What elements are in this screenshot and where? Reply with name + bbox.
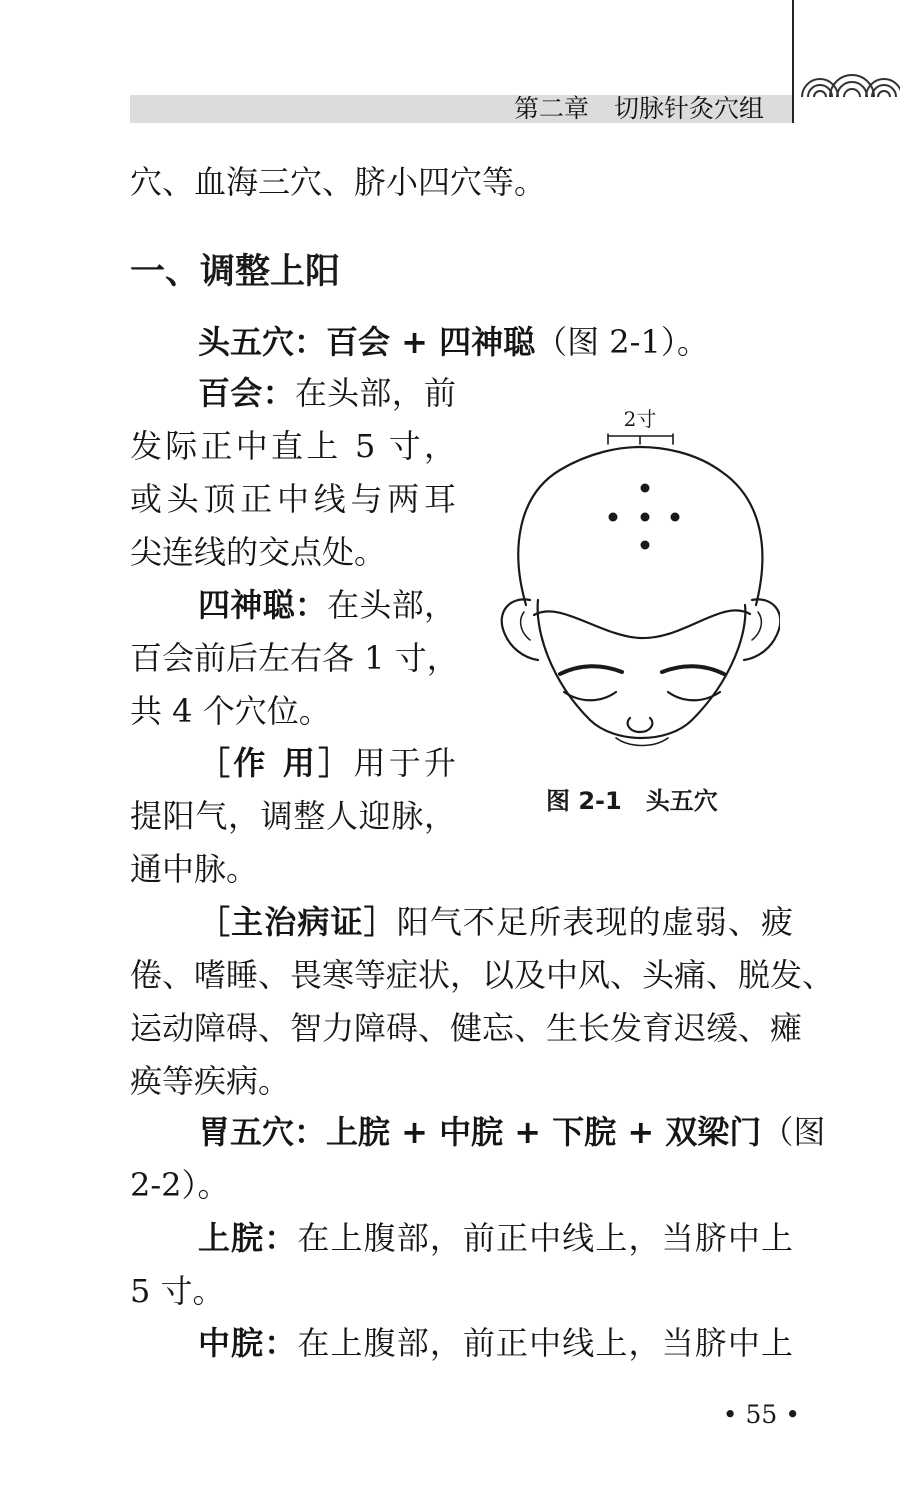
head-figure bbox=[490, 400, 780, 770]
baihui-line-4: 尖连线的交点处。 bbox=[130, 533, 387, 571]
dimension-label: 2寸 bbox=[623, 407, 657, 431]
indications-line-3: 运动障碍、智力障碍、健忘、生长发育迟缓、瘫 bbox=[130, 1009, 803, 1047]
page-number: • 55 • bbox=[722, 1400, 800, 1429]
group1-label: 头五穴： bbox=[198, 323, 327, 361]
cloud-ornament-icon bbox=[800, 55, 900, 99]
indications-text-1: 阳气不足所表现的虚弱、疲 bbox=[396, 903, 793, 941]
sishencong-line-2: 百会前后左右各 1 寸， bbox=[130, 639, 459, 677]
shangwan-line-2: 5 寸。 bbox=[130, 1272, 225, 1310]
running-header bbox=[514, 93, 764, 125]
zhongwan-label: 中脘： bbox=[198, 1324, 298, 1362]
sishencong-text-1: 在头部， bbox=[327, 586, 456, 624]
baihui-label: 百会： bbox=[198, 374, 295, 412]
baihui-line-2: 发际正中直上 5 寸， bbox=[130, 427, 456, 465]
group2-label: 胃五穴： bbox=[198, 1113, 327, 1151]
baihui-text-1: 在头部，前 bbox=[294, 374, 456, 412]
group1-formula: 百会 + 四神聪 bbox=[326, 323, 536, 361]
shangwan-line-1 bbox=[198, 1218, 793, 1258]
baihui-line-3: 或头顶正中线与两耳 bbox=[130, 480, 456, 518]
indications-line-4: 痪等疾病。 bbox=[130, 1062, 291, 1100]
sishencong-line-1 bbox=[198, 585, 456, 625]
header-vertical-rule bbox=[792, 0, 794, 123]
indications-line-2: 倦、嗜睡、畏寒等症状，以及中风、头痛、脱发、 bbox=[130, 956, 835, 994]
section-heading: 一、调整上阳 bbox=[130, 252, 341, 292]
effect-line-3: 通中脉。 bbox=[130, 850, 259, 888]
sishencong-label: 四神聪： bbox=[198, 586, 328, 624]
group2-line-1 bbox=[198, 1112, 826, 1152]
group1-line bbox=[198, 322, 709, 362]
effect-line-2: 提阳气，调整人迎脉， bbox=[130, 797, 456, 835]
group1-figure-ref: （图 2-1）。 bbox=[535, 323, 709, 361]
effect-text-1: 用于升 bbox=[353, 744, 456, 782]
group2-formula: 上脘 + 中脘 + 下脘 + 双梁门 bbox=[326, 1113, 762, 1151]
acupoint-right bbox=[671, 513, 680, 522]
chapter-title: 切脉针灸穴组 bbox=[613, 94, 764, 123]
baihui-line-1 bbox=[198, 373, 456, 413]
shangwan-label: 上脘： bbox=[198, 1219, 298, 1257]
sishencong-line-3: 共 4 个穴位。 bbox=[130, 692, 331, 730]
figure-caption: 图 2-1 头五穴 bbox=[546, 787, 718, 815]
indications-line-1 bbox=[198, 902, 793, 942]
chapter-number: 第二章 bbox=[513, 94, 589, 123]
zhongwan-text-1: 在上腹部，前正中线上，当脐中上 bbox=[297, 1324, 793, 1362]
acupoint-front bbox=[641, 484, 650, 493]
effect-label: ［作 用］ bbox=[198, 744, 354, 782]
indications-label: ［主治病证］ bbox=[198, 903, 397, 941]
acupoint-left bbox=[609, 513, 618, 522]
group2-line-2: 2-2）。 bbox=[130, 1166, 230, 1204]
acupoint-baihui bbox=[641, 513, 650, 522]
acupoint-back bbox=[641, 541, 650, 550]
zhongwan-line-1 bbox=[198, 1323, 793, 1363]
group2-figure-ref-1: （图 bbox=[761, 1113, 826, 1151]
shangwan-text-1: 在上腹部，前正中线上，当脐中上 bbox=[297, 1219, 793, 1257]
effect-line-1 bbox=[198, 743, 456, 783]
continued-text: 穴、血海三穴、脐小四穴等。 bbox=[130, 163, 547, 201]
